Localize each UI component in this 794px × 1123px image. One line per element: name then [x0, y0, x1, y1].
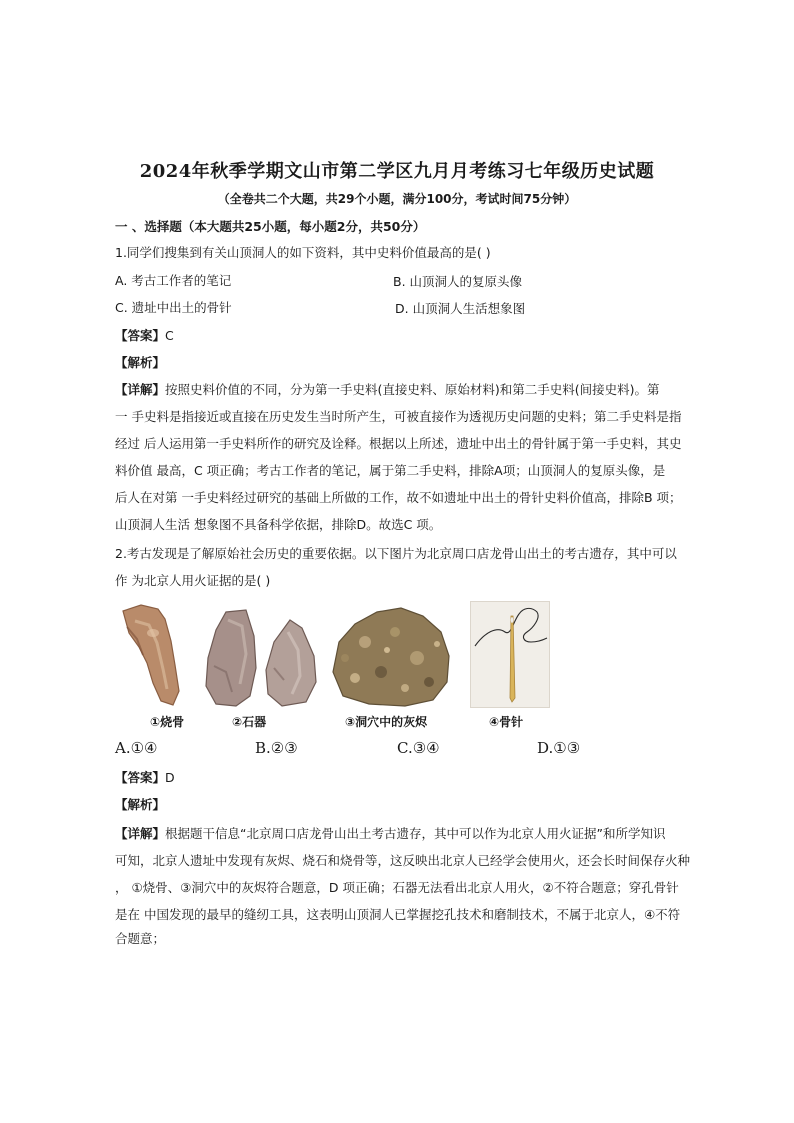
q1-detail-tag: 【详解】: [115, 382, 166, 397]
q2-stem-line: 作 为北京人用火证据的是( ): [115, 573, 271, 588]
cave-ash-image: [325, 602, 455, 708]
q1-option-a: A. 考古工作者的笔记: [115, 273, 232, 288]
q2-option-b: B.②③: [255, 739, 298, 757]
image-caption: ②石器: [232, 715, 267, 729]
q1-detail-line: 后人在对第 一手史料经过研究的基础上所做的工作，故不如遗址中出土的骨针史料价值高，排除B 项；: [115, 490, 682, 505]
image-caption: ④骨针: [489, 715, 524, 729]
image-caption: ①烧骨: [150, 715, 185, 729]
q1-answer-tag: 【答案】: [115, 328, 166, 343]
q2-detail-line: 可知，北京人遗址中发现有灰烬、烧石和烧骨等，这反映出北京人已经学会使用火，还会长时间保存火种: [115, 853, 691, 868]
q2-detail-tag: 【详解】: [115, 826, 166, 841]
q1-answer-value: C: [165, 328, 174, 343]
q2-answer-value: D: [165, 770, 175, 785]
stone-tools-image: [202, 606, 322, 710]
q2-stem-line: 2.考古发现是了解原始社会历史的重要依据。以下图片为北京周口店龙骨山出土的考古遗存，其中可以: [115, 546, 677, 561]
q2-option-c: C.③④: [397, 739, 440, 757]
q1-detail-line: [115, 381, 660, 399]
q1-detail-line: 山顶洞人生活 想象图不具备科学依据，排除D。故选C 项。: [115, 517, 442, 532]
q2-detail-line: [115, 825, 665, 843]
q2-answer-tag: 【答案】: [115, 770, 166, 785]
q1-stem: 1.同学们搜集到有关山顶洞人的如下资料，其中史料价值最高的是( ): [115, 245, 491, 260]
q2-detail-line: 合题意；: [115, 931, 166, 946]
bone-needle-image: [470, 601, 550, 708]
q1-analysis-tag: 【解析】: [115, 355, 166, 370]
q1-option-b: B. 山顶洞人的复原头像: [393, 274, 523, 289]
q1-detail-text: 按照史料价值的不同，分为第一手史料(直接史料、原始材料)和第二手史料(间接史料)。第: [165, 382, 660, 397]
q2-detail-text: 根据题干信息“北京周口店龙骨山出土考古遗存，其中可以作为北京人用火证据”和所学知识: [165, 826, 666, 841]
q2-analysis-tag: 【解析】: [115, 797, 166, 812]
section-heading: 一 、选择题（本大题共25小题，每小题2分，共50分）: [115, 219, 426, 234]
q2-answer: [115, 769, 175, 787]
q1-option-d: D. 山顶洞人生活想象图: [395, 301, 526, 316]
q2-option-d: D.①③: [537, 739, 581, 757]
page-subtitle: （全卷共二个大题，共29个小题，满分100分，考试时间75分钟）: [217, 192, 577, 206]
image-caption: ③洞穴中的灰烬: [345, 715, 428, 729]
q2-option-a: A.①④: [115, 739, 158, 757]
q1-detail-line: 料价值 最高，C 项正确；考古工作者的笔记，属于第二手史料，排除A项；山顶洞人的复原头像，是: [115, 463, 666, 478]
q2-detail-line: 是在 中国发现的最早的缝纫工具，这表明山顶洞人已掌握挖孔技术和磨制技术，不属于北京人，④不符: [115, 907, 681, 922]
q1-detail-line: 经过 后人运用第一手史料所作的研究及诠释。根据以上所述，遗址中出土的骨针属于第一手史料，其史: [115, 436, 682, 451]
q2-detail-line: ， ①烧骨、③洞穴中的灰烬符合题意，D 项正确；石器无法看出北京人用火，②不符合题意；穿孔骨针: [115, 880, 679, 895]
page-title: 2024年秋季学期文山市第二学区九月月考练习七年级历史试题: [139, 161, 655, 182]
q1-option-c: C. 遗址中出土的骨针: [115, 300, 232, 315]
q1-detail-line: 一 手史料是指接近或直接在历史发生当时所产生，可被直接作为透视历史问题的史料；第二手史料是指: [115, 409, 682, 424]
q1-answer: [115, 327, 174, 345]
burnt-bone-image: [113, 603, 193, 708]
